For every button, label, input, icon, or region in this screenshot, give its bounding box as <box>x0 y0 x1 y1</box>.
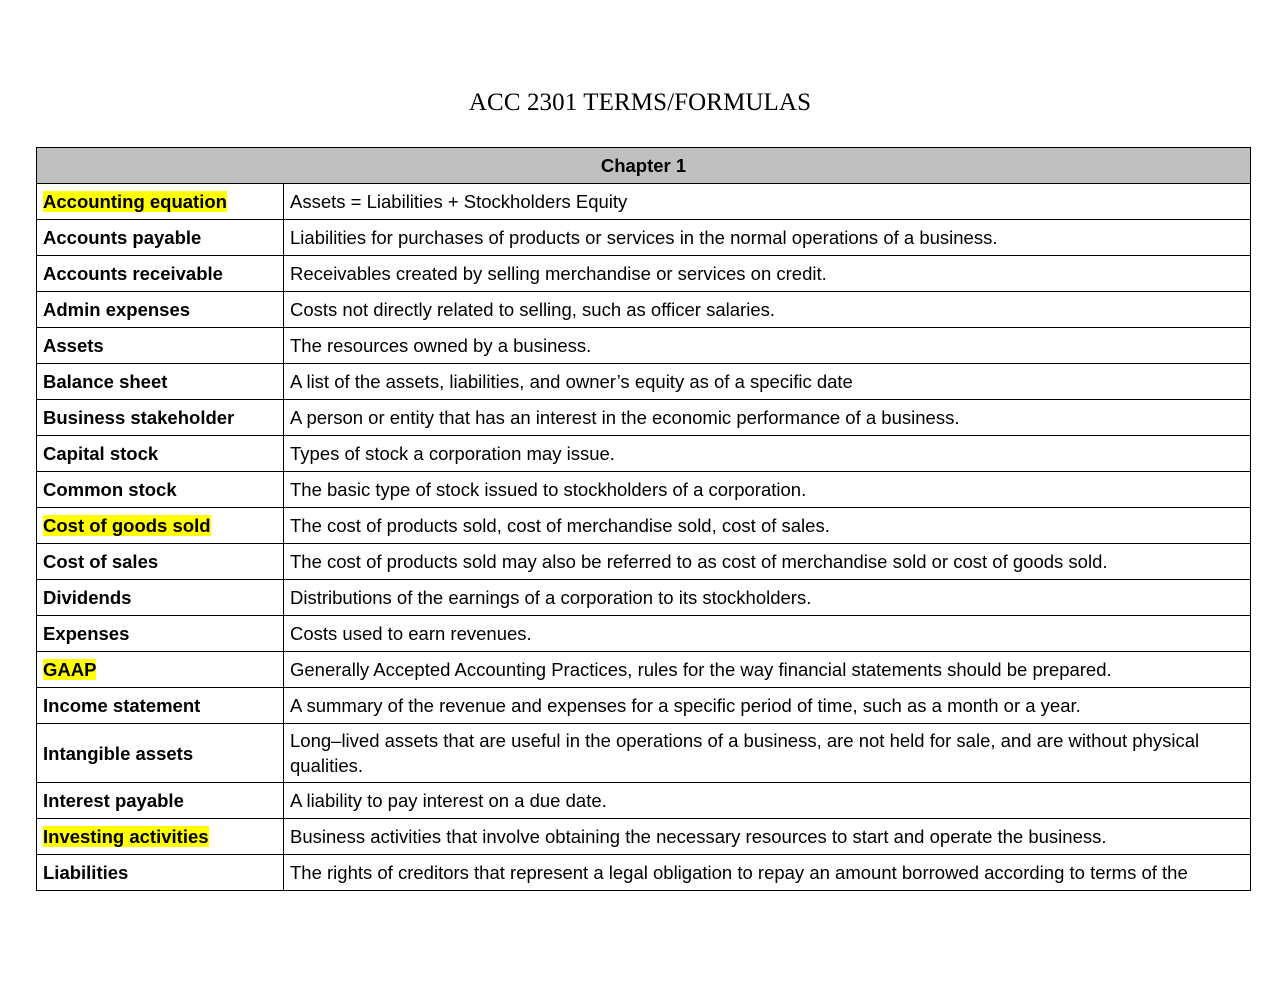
term-cell <box>37 472 284 508</box>
definition-cell: A person or entity that has an interest in the economic performance of a business. <box>284 400 1251 436</box>
term-label: Admin expenses <box>43 299 191 320</box>
definition-cell: A liability to pay interest on a due date. <box>284 783 1251 819</box>
term-label: Cost of goods sold <box>43 515 211 536</box>
term-cell <box>37 292 284 328</box>
table-row <box>37 855 1251 891</box>
definition-cell: The resources owned by a business. <box>284 328 1251 364</box>
term-cell <box>37 256 284 292</box>
definition-cell: Costs used to earn revenues. <box>284 616 1251 652</box>
table-row <box>37 652 1251 688</box>
term-label: Liabilities <box>43 862 129 883</box>
table-row <box>37 436 1251 472</box>
definition-cell: A summary of the revenue and expenses for a specific period of time, such as a month or a year. <box>284 688 1251 724</box>
term-label: Dividends <box>43 587 132 608</box>
table-row <box>37 783 1251 819</box>
table-row <box>37 508 1251 544</box>
table-row <box>37 328 1251 364</box>
term-label: Capital stock <box>43 443 159 464</box>
term-label: Cost of sales <box>43 551 159 572</box>
table-row <box>37 400 1251 436</box>
table-row <box>37 364 1251 400</box>
term-cell <box>37 819 284 855</box>
term-label: Intangible assets <box>43 742 194 764</box>
definition-cell: Types of stock a corporation may issue. <box>284 436 1251 472</box>
definition-cell: Distributions of the earnings of a corporation to its stockholders. <box>284 580 1251 616</box>
term-cell <box>37 544 284 580</box>
definition-cell: A list of the assets, liabilities, and owner’s equity as of a specific date <box>284 364 1251 400</box>
definition-cell: The rights of creditors that represent a legal obligation to repay an amount borrowed according to terms of the <box>284 855 1251 891</box>
term-label: Assets <box>43 335 104 356</box>
term-cell <box>37 400 284 436</box>
document-title: ACC 2301 TERMS/FORMULAS <box>468 89 812 116</box>
table-row <box>37 580 1251 616</box>
term-cell <box>37 688 284 724</box>
term-cell <box>37 783 284 819</box>
section-header: Chapter 1 <box>37 148 1251 184</box>
definition-cell: The cost of products sold, cost of merchandise sold, cost of sales. <box>284 508 1251 544</box>
table-row <box>37 256 1251 292</box>
table-row <box>37 688 1251 724</box>
definition-cell: The basic type of stock issued to stockholders of a corporation. <box>284 472 1251 508</box>
section-header-row <box>37 148 1251 184</box>
definition-cell: Generally Accepted Accounting Practices, rules for the way financial statements should be prepared. <box>284 652 1251 688</box>
term-label: Income statement <box>43 695 201 716</box>
term-cell <box>37 328 284 364</box>
table-row <box>37 220 1251 256</box>
term-label: Common stock <box>43 479 177 500</box>
definition-cell: Costs not directly related to selling, such as officer salaries. <box>284 292 1251 328</box>
definition-cell: Receivables created by selling merchandise or services on credit. <box>284 256 1251 292</box>
term-cell <box>37 184 284 220</box>
definition-cell: Assets = Liabilities + Stockholders Equity <box>284 184 1251 220</box>
term-label: Accounts receivable <box>43 263 223 284</box>
term-label: Business stakeholder <box>43 407 235 428</box>
definition-cell: The cost of products sold may also be referred to as cost of merchandise sold or cost of goods sold. <box>284 544 1251 580</box>
term-label: Accounts payable <box>43 227 202 248</box>
term-cell <box>37 724 284 783</box>
term-label: Expenses <box>43 623 130 644</box>
definition-cell: Business activities that involve obtaining the necessary resources to start and operate the business. <box>284 819 1251 855</box>
term-label: Interest payable <box>43 790 184 811</box>
table-row <box>37 616 1251 652</box>
term-cell <box>37 652 284 688</box>
table-row <box>37 292 1251 328</box>
table-row <box>37 544 1251 580</box>
terms-table-body <box>37 184 1251 891</box>
term-cell <box>37 436 284 472</box>
term-label: Investing activities <box>43 826 209 847</box>
term-cell <box>37 855 284 891</box>
table-row <box>37 472 1251 508</box>
definition-cell: Long–lived assets that are useful in the operations of a business, are not held for sale, and are without physical qualities. <box>284 724 1251 783</box>
term-label: Balance sheet <box>43 371 168 392</box>
table-row <box>37 724 1251 783</box>
term-cell <box>37 220 284 256</box>
definition-cell: Liabilities for purchases of products or services in the normal operations of a business. <box>284 220 1251 256</box>
term-label: GAAP <box>43 659 97 680</box>
term-cell <box>37 580 284 616</box>
terms-table <box>36 147 1251 891</box>
term-cell <box>37 364 284 400</box>
table-row <box>37 819 1251 855</box>
table-row <box>37 184 1251 220</box>
term-cell <box>37 508 284 544</box>
term-label: Accounting equation <box>43 191 227 212</box>
term-cell <box>37 616 284 652</box>
